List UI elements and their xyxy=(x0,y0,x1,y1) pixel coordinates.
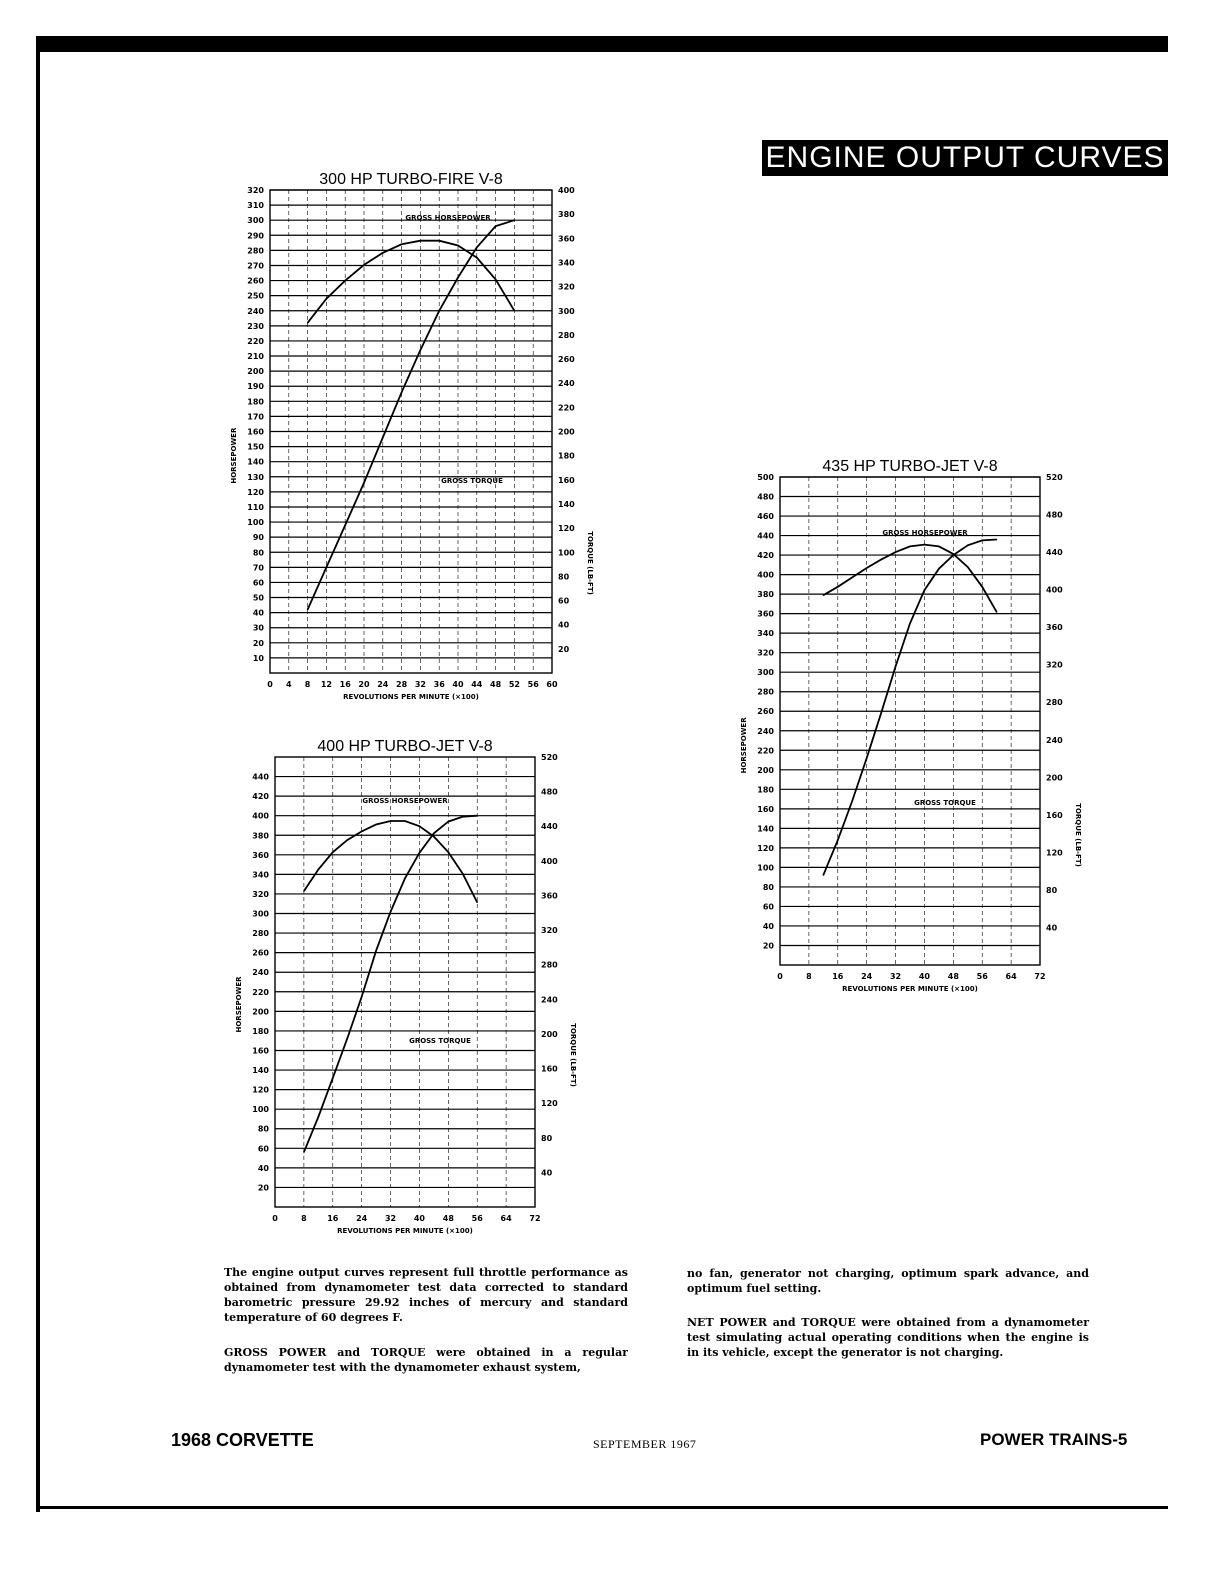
y2-tick-label: 320 xyxy=(558,282,575,292)
y-tick-label: 220 xyxy=(252,987,269,997)
series-point xyxy=(476,247,477,248)
y2-axis-label: TORQUE (LB-FT) xyxy=(1074,803,1082,867)
y-tick-label: 150 xyxy=(247,442,264,452)
series-point xyxy=(982,540,983,541)
y2-axis-label: TORQUE (LB-FT) xyxy=(569,1023,577,1087)
chart-400hp-turbo-jet xyxy=(200,735,610,1245)
y-tick-label: 210 xyxy=(247,352,264,362)
series-point xyxy=(390,820,391,821)
x-tick-label: 20 xyxy=(358,680,370,689)
y-tick-label: 200 xyxy=(252,1007,269,1017)
y-tick-label: 460 xyxy=(757,512,774,522)
y-tick-label: 300 xyxy=(247,216,264,226)
series-point xyxy=(477,815,478,816)
top-border-bar xyxy=(36,36,1168,52)
x-tick-label: 44 xyxy=(471,680,483,689)
y-tick-label: 40 xyxy=(252,608,264,618)
y-tick-label: 110 xyxy=(247,502,264,512)
y-tick-label: 140 xyxy=(247,457,264,467)
description-paragraph-2-continued: no fan, generator not charging, optimum spark advance, and optimum fuel setting. xyxy=(687,1267,1089,1295)
y-tick-label: 180 xyxy=(247,397,264,407)
series-point xyxy=(866,567,867,568)
series-point xyxy=(895,551,896,552)
y2-tick-label: 280 xyxy=(1046,698,1063,708)
x-tick-label: 72 xyxy=(529,1214,541,1223)
series-point xyxy=(938,546,939,547)
series-point xyxy=(909,546,910,547)
y2-tick-label: 520 xyxy=(1046,473,1063,482)
x-tick-label: 24 xyxy=(861,972,873,981)
y-tick-label: 70 xyxy=(252,563,264,573)
y2-tick-label: 320 xyxy=(541,926,558,936)
series-point xyxy=(303,891,304,892)
y2-tick-label: 200 xyxy=(558,427,575,437)
series-point xyxy=(462,816,463,817)
x-axis-label: REVOLUTIONS PER MINUTE (×100) xyxy=(343,693,479,701)
plot-frame xyxy=(780,477,1040,965)
y-tick-label: 100 xyxy=(252,1105,269,1115)
y-tick-label: 280 xyxy=(252,929,269,939)
plot-grid xyxy=(275,757,535,1207)
y2-tick-label: 480 xyxy=(541,787,558,797)
y-tick-label: 100 xyxy=(247,518,264,528)
chart-300hp-turbo-fire xyxy=(200,168,610,728)
y2-tick-label: 240 xyxy=(1046,735,1063,745)
y2-axis-label: TORQUE (LB-FT) xyxy=(586,531,594,595)
series-point xyxy=(361,996,362,997)
series-point xyxy=(996,612,997,613)
y-tick-label: 310 xyxy=(247,201,264,211)
y-axis-label: HORSEPOWER xyxy=(235,976,243,1033)
y-tick-label: 40 xyxy=(762,921,774,931)
y-tick-label: 50 xyxy=(252,593,264,603)
y2-tick-label: 520 xyxy=(541,753,558,762)
y-tick-label: 160 xyxy=(252,1046,269,1056)
series-point xyxy=(477,902,478,903)
y2-tick-label: 160 xyxy=(1046,810,1063,820)
series-point xyxy=(303,1152,304,1153)
y2-tick-label: 80 xyxy=(558,572,570,582)
series-point xyxy=(439,310,440,311)
x-tick-label: 52 xyxy=(508,680,520,689)
x-tick-label: 64 xyxy=(1005,972,1017,981)
series-point xyxy=(495,279,496,280)
y2-tick-label: 400 xyxy=(541,856,558,866)
series-point xyxy=(401,244,402,245)
series-label: GROSS HORSEPOWER xyxy=(362,797,448,805)
y-tick-label: 120 xyxy=(757,843,774,853)
y2-tick-label: 440 xyxy=(1046,548,1063,558)
x-axis-label: REVOLUTIONS PER MINUTE (×100) xyxy=(842,985,978,993)
y2-tick-label: 240 xyxy=(541,995,558,1005)
series-label: GROSS TORQUE xyxy=(441,477,503,485)
series-point xyxy=(363,264,364,265)
y-tick-label: 80 xyxy=(762,882,774,892)
series-point xyxy=(345,524,346,525)
y-tick-label: 30 xyxy=(252,623,264,633)
series-point xyxy=(326,298,327,299)
y2-tick-label: 40 xyxy=(541,1168,553,1178)
y2-tick-label: 160 xyxy=(541,1064,558,1074)
y2-tick-label: 240 xyxy=(558,379,575,389)
y2-tick-label: 40 xyxy=(558,620,570,630)
x-tick-label: 40 xyxy=(452,680,464,689)
y-tick-label: 80 xyxy=(257,1124,269,1134)
series-point xyxy=(514,310,515,311)
x-tick-label: 40 xyxy=(413,1214,426,1223)
x-tick-label: 48 xyxy=(442,1214,454,1223)
y-tick-label: 320 xyxy=(247,186,264,195)
y-tick-label: 380 xyxy=(252,831,269,841)
series-point xyxy=(837,586,838,587)
series-point xyxy=(823,595,824,596)
chart-435hp-turbo-jet xyxy=(715,455,1095,1010)
x-tick-label: 56 xyxy=(527,680,539,689)
series-point xyxy=(967,545,968,546)
series-point xyxy=(419,852,420,853)
y-tick-label: 240 xyxy=(247,306,264,316)
series-point xyxy=(881,713,882,714)
series-point xyxy=(909,623,910,624)
y-tick-label: 140 xyxy=(252,1066,269,1076)
y2-tick-label: 280 xyxy=(541,960,558,970)
x-tick-label: 32 xyxy=(889,972,902,981)
bottom-border-rule xyxy=(36,1506,1168,1509)
y-tick-label: 170 xyxy=(247,412,264,422)
y-tick-label: 300 xyxy=(252,909,269,919)
plot-grid xyxy=(780,477,1040,965)
x-tick-label: 8 xyxy=(806,972,812,981)
series-line xyxy=(823,540,996,876)
series-point xyxy=(462,873,463,874)
y2-tick-label: 400 xyxy=(1046,585,1063,595)
y-tick-label: 90 xyxy=(252,533,264,543)
series-point xyxy=(332,852,333,853)
series-point xyxy=(837,839,838,840)
y-tick-label: 190 xyxy=(247,382,264,392)
series-point xyxy=(376,824,377,825)
y2-tick-label: 360 xyxy=(1046,623,1063,633)
y-tick-label: 280 xyxy=(247,246,264,256)
x-tick-label: 28 xyxy=(396,680,408,689)
series-point xyxy=(363,482,364,483)
series-point xyxy=(347,839,348,840)
y2-tick-label: 100 xyxy=(558,548,575,558)
x-tick-label: 72 xyxy=(1034,972,1046,981)
footer-date: SEPTEMBER 1967 xyxy=(593,1437,697,1451)
y2-tick-label: 200 xyxy=(541,1029,558,1039)
y2-tick-label: 300 xyxy=(558,306,575,316)
series-point xyxy=(307,322,308,323)
x-tick-label: 16 xyxy=(832,972,844,981)
x-tick-label: 16 xyxy=(339,680,351,689)
series-point xyxy=(439,240,440,241)
y2-tick-label: 120 xyxy=(558,524,575,534)
series-point xyxy=(953,553,954,554)
x-tick-label: 56 xyxy=(976,972,988,981)
y-tick-label: 180 xyxy=(252,1026,269,1036)
series-label: GROSS TORQUE xyxy=(409,1037,471,1045)
plot-frame xyxy=(275,757,535,1207)
x-tick-label: 4 xyxy=(286,680,292,689)
x-tick-label: 24 xyxy=(356,1214,368,1223)
series-point xyxy=(401,392,402,393)
series-line xyxy=(308,220,515,609)
chart-title: 435 HP TURBO-JET V-8 xyxy=(822,458,998,475)
y-tick-label: 120 xyxy=(252,1085,269,1095)
y-tick-label: 260 xyxy=(247,276,264,286)
x-tick-label: 8 xyxy=(304,680,311,689)
description-paragraph-3: NET POWER and TORQUE were obtained from a dynamometer test simulating actual operating conditions when the engine is in its vehicle, except the generator is not charging. xyxy=(687,1316,1089,1359)
y-tick-label: 220 xyxy=(247,336,264,346)
y-tick-label: 160 xyxy=(247,427,264,437)
y2-tick-label: 40 xyxy=(1046,923,1058,933)
y-tick-label: 160 xyxy=(757,804,774,814)
series-point xyxy=(895,666,896,667)
series-point xyxy=(852,800,853,801)
y-tick-label: 20 xyxy=(252,638,264,648)
y-tick-label: 230 xyxy=(247,321,264,331)
series-point xyxy=(448,821,449,822)
y-tick-label: 40 xyxy=(257,1163,269,1173)
y2-tick-label: 140 xyxy=(558,499,575,509)
x-tick-label: 60 xyxy=(546,680,558,689)
series-point xyxy=(307,609,308,610)
x-tick-label: 8 xyxy=(301,1214,307,1223)
chart-title: 300 HP TURBO-FIRE V-8 xyxy=(319,171,503,188)
y-tick-label: 60 xyxy=(252,578,264,588)
y2-tick-label: 480 xyxy=(1046,510,1063,520)
x-tick-label: 24 xyxy=(377,680,389,689)
x-tick-label: 12 xyxy=(320,680,332,689)
y2-tick-label: 80 xyxy=(541,1133,553,1143)
chart-435hp-svg xyxy=(715,455,1095,1010)
y-axis-label: HORSEPOWER xyxy=(740,717,748,774)
description-paragraph-1: The engine output curves represent full throttle performance as obtained from dynamometer test data corrected to standard barometric pressure 29.92 inches of mercury and standard temperature of 60 degrees F. xyxy=(224,1266,628,1324)
series-point xyxy=(433,833,434,834)
y2-tick-label: 80 xyxy=(1046,885,1058,895)
y-tick-label: 290 xyxy=(247,231,264,241)
x-tick-label: 32 xyxy=(414,680,426,689)
y-tick-label: 340 xyxy=(252,870,269,880)
series-point xyxy=(420,349,421,350)
series-point xyxy=(382,252,383,253)
x-tick-label: 48 xyxy=(947,972,959,981)
y-tick-label: 220 xyxy=(757,746,774,756)
y2-tick-label: 380 xyxy=(558,210,575,220)
y2-tick-label: 360 xyxy=(541,891,558,901)
y-tick-label: 140 xyxy=(757,824,774,834)
x-tick-label: 40 xyxy=(918,972,931,981)
y2-tick-label: 180 xyxy=(558,451,575,461)
y-tick-label: 360 xyxy=(757,609,774,619)
series-point xyxy=(326,567,327,568)
series-point xyxy=(376,950,377,951)
series-point xyxy=(514,220,515,221)
description-paragraph-2: GROSS POWER and TORQUE were obtained in a regular dynamometer test with the dynamometer exhaust system, xyxy=(224,1346,628,1374)
series-point xyxy=(866,757,867,758)
y-tick-label: 20 xyxy=(257,1183,269,1193)
series-point xyxy=(433,836,434,837)
y-tick-label: 500 xyxy=(757,473,774,482)
y-tick-label: 270 xyxy=(247,261,264,271)
series-point xyxy=(852,577,853,578)
y-tick-label: 420 xyxy=(252,792,269,802)
y-tick-label: 280 xyxy=(757,687,774,697)
x-tick-label: 64 xyxy=(500,1214,512,1223)
y-tick-label: 300 xyxy=(757,668,774,678)
series-point xyxy=(457,277,458,278)
chart-300hp-svg xyxy=(200,168,610,728)
y2-tick-label: 360 xyxy=(558,234,575,244)
series-point xyxy=(345,280,346,281)
x-tick-label: 48 xyxy=(490,680,502,689)
series-point xyxy=(404,820,405,821)
y2-tick-label: 160 xyxy=(558,475,575,485)
series-point xyxy=(420,240,421,241)
series-point xyxy=(924,590,925,591)
series-point xyxy=(996,539,997,540)
series-point xyxy=(924,544,925,545)
y-tick-label: 240 xyxy=(757,726,774,736)
y-tick-label: 420 xyxy=(757,551,774,561)
series-label: GROSS HORSEPOWER xyxy=(882,529,968,537)
x-tick-label: 16 xyxy=(327,1214,339,1223)
y2-tick-label: 320 xyxy=(1046,660,1063,670)
series-point xyxy=(318,1116,319,1117)
series-point xyxy=(404,878,405,879)
x-tick-label: 0 xyxy=(272,1214,278,1223)
y2-tick-label: 20 xyxy=(558,644,570,654)
y-tick-label: 200 xyxy=(757,765,774,775)
x-tick-label: 32 xyxy=(384,1214,397,1223)
y-tick-label: 80 xyxy=(252,548,264,558)
y-tick-label: 260 xyxy=(757,707,774,717)
series-point xyxy=(982,586,983,587)
series-point xyxy=(318,869,319,870)
series-point xyxy=(823,875,824,876)
series-label: GROSS TORQUE xyxy=(914,799,976,807)
series-point xyxy=(495,226,496,227)
x-tick-label: 0 xyxy=(777,972,783,981)
y-tick-label: 480 xyxy=(757,492,774,502)
series-point xyxy=(419,826,420,827)
y-tick-label: 440 xyxy=(252,772,269,782)
y-tick-label: 10 xyxy=(252,653,264,663)
y-tick-label: 60 xyxy=(257,1144,269,1154)
section-title: ENGINE OUTPUT CURVES xyxy=(762,140,1168,176)
y2-tick-label: 340 xyxy=(558,258,575,268)
left-border-rule xyxy=(36,36,40,1512)
series-point xyxy=(332,1077,333,1078)
y2-tick-label: 400 xyxy=(558,186,575,195)
series-point xyxy=(881,559,882,560)
y-tick-label: 240 xyxy=(252,968,269,978)
y-tick-label: 320 xyxy=(252,889,269,899)
y2-tick-label: 120 xyxy=(1046,848,1063,858)
y2-tick-label: 220 xyxy=(558,403,575,413)
series-point xyxy=(476,257,477,258)
series-point xyxy=(382,437,383,438)
y-tick-label: 380 xyxy=(757,590,774,600)
series-point xyxy=(347,1038,348,1039)
y2-tick-label: 260 xyxy=(558,355,575,365)
series-point xyxy=(361,831,362,832)
x-tick-label: 56 xyxy=(471,1214,483,1223)
y-tick-label: 180 xyxy=(757,785,774,795)
series-point xyxy=(457,245,458,246)
y-tick-label: 130 xyxy=(247,472,264,482)
y2-tick-label: 60 xyxy=(558,596,570,606)
series-label: GROSS HORSEPOWER xyxy=(405,214,491,222)
y-tick-label: 340 xyxy=(757,629,774,639)
chart-title: 400 HP TURBO-JET V-8 xyxy=(317,738,493,755)
y-tick-label: 100 xyxy=(757,863,774,873)
y-tick-label: 440 xyxy=(757,531,774,541)
y2-tick-label: 440 xyxy=(541,822,558,832)
x-tick-label: 0 xyxy=(267,680,273,689)
footer-publication: 1968 CORVETTE xyxy=(171,1430,314,1450)
y2-tick-label: 280 xyxy=(558,330,575,340)
y-tick-label: 360 xyxy=(252,850,269,860)
y-tick-label: 200 xyxy=(247,367,264,377)
y-tick-label: 250 xyxy=(247,291,264,301)
chart-400hp-svg xyxy=(200,735,610,1245)
series-point xyxy=(967,566,968,567)
y2-tick-label: 120 xyxy=(541,1099,558,1109)
series-point xyxy=(938,568,939,569)
x-axis-label: REVOLUTIONS PER MINUTE (×100) xyxy=(337,1227,473,1235)
footer-page-number: POWER TRAINS-5 xyxy=(980,1430,1128,1449)
y-axis-label: HORSEPOWER xyxy=(230,427,238,484)
y2-tick-label: 200 xyxy=(1046,773,1063,783)
y-tick-label: 20 xyxy=(762,941,774,951)
series-point xyxy=(390,911,391,912)
y-tick-label: 260 xyxy=(252,948,269,958)
y-tick-label: 120 xyxy=(247,487,264,497)
y-tick-label: 400 xyxy=(757,570,774,580)
y-tick-label: 60 xyxy=(762,902,774,912)
y-tick-label: 400 xyxy=(252,811,269,821)
series-point xyxy=(448,852,449,853)
x-tick-label: 36 xyxy=(433,680,445,689)
y-tick-label: 320 xyxy=(757,648,774,658)
